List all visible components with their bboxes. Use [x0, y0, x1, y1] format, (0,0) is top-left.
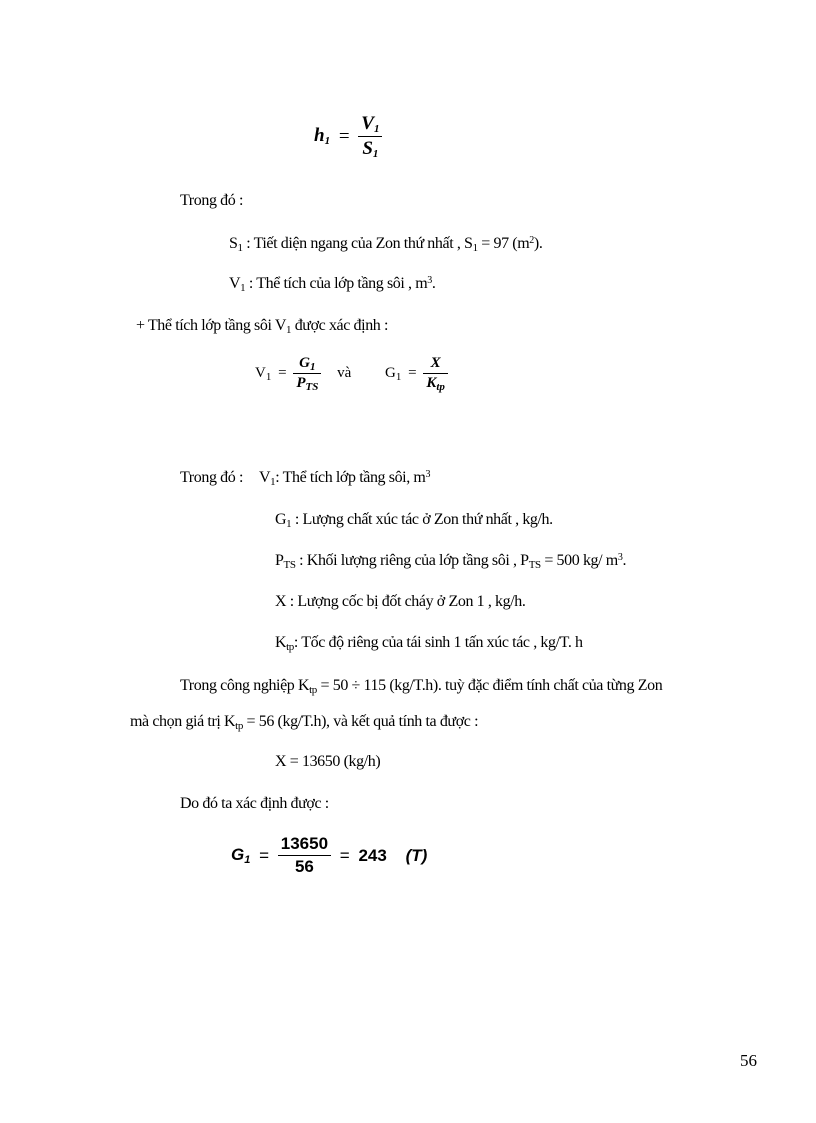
fraction-denominator: $P_{TS}$ — [296, 375, 319, 393]
x-result: X = 13650 (kg/h) — [275, 753, 381, 770]
result-unit: (T) — [405, 845, 428, 865]
fraction-x-over-ktp — [423, 355, 448, 392]
fraction-v1-over-s1 — [358, 113, 382, 160]
formula-g1-lhs: $G_1$ — [231, 844, 251, 866]
equals-sign: = — [338, 125, 350, 147]
result-value: 243 — [358, 845, 387, 865]
fraction-g1-over-pts — [293, 355, 321, 392]
fraction-numerator: 13650 — [280, 834, 329, 853]
definition-g1: $G_1$ : Lượng chất xúc tác ở Zon thứ nhất , kg/h. — [275, 511, 553, 530]
paragraph-line-2: mà chọn giá trị $K_{tp} = 56$ (kg/T.h), và kết quả tính ta được : — [130, 713, 479, 732]
conjunction-va: và — [337, 364, 352, 381]
equals-sign: = — [339, 845, 350, 865]
fraction-denominator: $S_1$ — [362, 138, 379, 160]
definition-pts: $P_{TS}$ : Khối lượng riêng của lớp tầng sôi , $P_{TS} = 500$ kg/ $m^3$. — [275, 552, 627, 571]
do-do-line: Do đó ta xác định được : — [180, 795, 329, 812]
definition-ktp: $K_{tp}$: Tốc độ riêng của tái sinh 1 tấn xúc tác , kg/T. h — [275, 634, 583, 653]
volume-determination-line: + Thể tích lớp tầng sôi $V_1$ được xác định : — [136, 317, 389, 336]
equals-sign: = — [408, 365, 417, 381]
formula-v1-lhs: $V_1$ — [255, 364, 272, 383]
formula-h1-lhs: $h_1$ — [314, 124, 331, 147]
definition-x: X : Lượng cốc bị đốt cháy ở Zon 1 , kg/h. — [275, 593, 526, 610]
formula-h1 — [314, 113, 382, 160]
fraction-numerator: $V_1$ — [361, 113, 380, 135]
definition-s1: $S_1$ : Tiết diện ngang của Zon thứ nhất , $S_1 = 97$ $(m^2)$. — [229, 235, 543, 254]
page-number: 56 — [740, 1051, 757, 1070]
fraction-13650-over-56 — [278, 834, 331, 877]
fraction-numerator: $G_1$ — [299, 355, 316, 373]
equals-sign: = — [278, 365, 287, 381]
paragraph-line-1: Trong công nghiệp $K_{tp} = 50 \div 115$ (kg/T.h). tuỳ đặc điểm tính chất của từng Zon — [180, 677, 663, 696]
equals-sign: = — [259, 845, 270, 865]
fraction-numerator: X — [430, 355, 441, 371]
definition-v1: $V_1$ : Thể tích của lớp tầng sôi , $m^3$. — [229, 275, 436, 294]
trong-do-heading-2: Trong đó : — [180, 469, 243, 486]
trong-do-heading-1: Trong đó : — [180, 192, 243, 209]
formula-g1-result — [231, 834, 427, 877]
formula-v1-g1 — [255, 355, 448, 392]
fraction-denominator: 56 — [294, 857, 314, 876]
definition-v1-with-heading: Trong đó : $V_1$: Thể tích lớp tầng sôi, $m^3$ — [180, 469, 431, 488]
fraction-denominator: $K_{tp}$ — [426, 375, 445, 393]
formula-g1-lhs: $G_1$ — [385, 364, 402, 383]
